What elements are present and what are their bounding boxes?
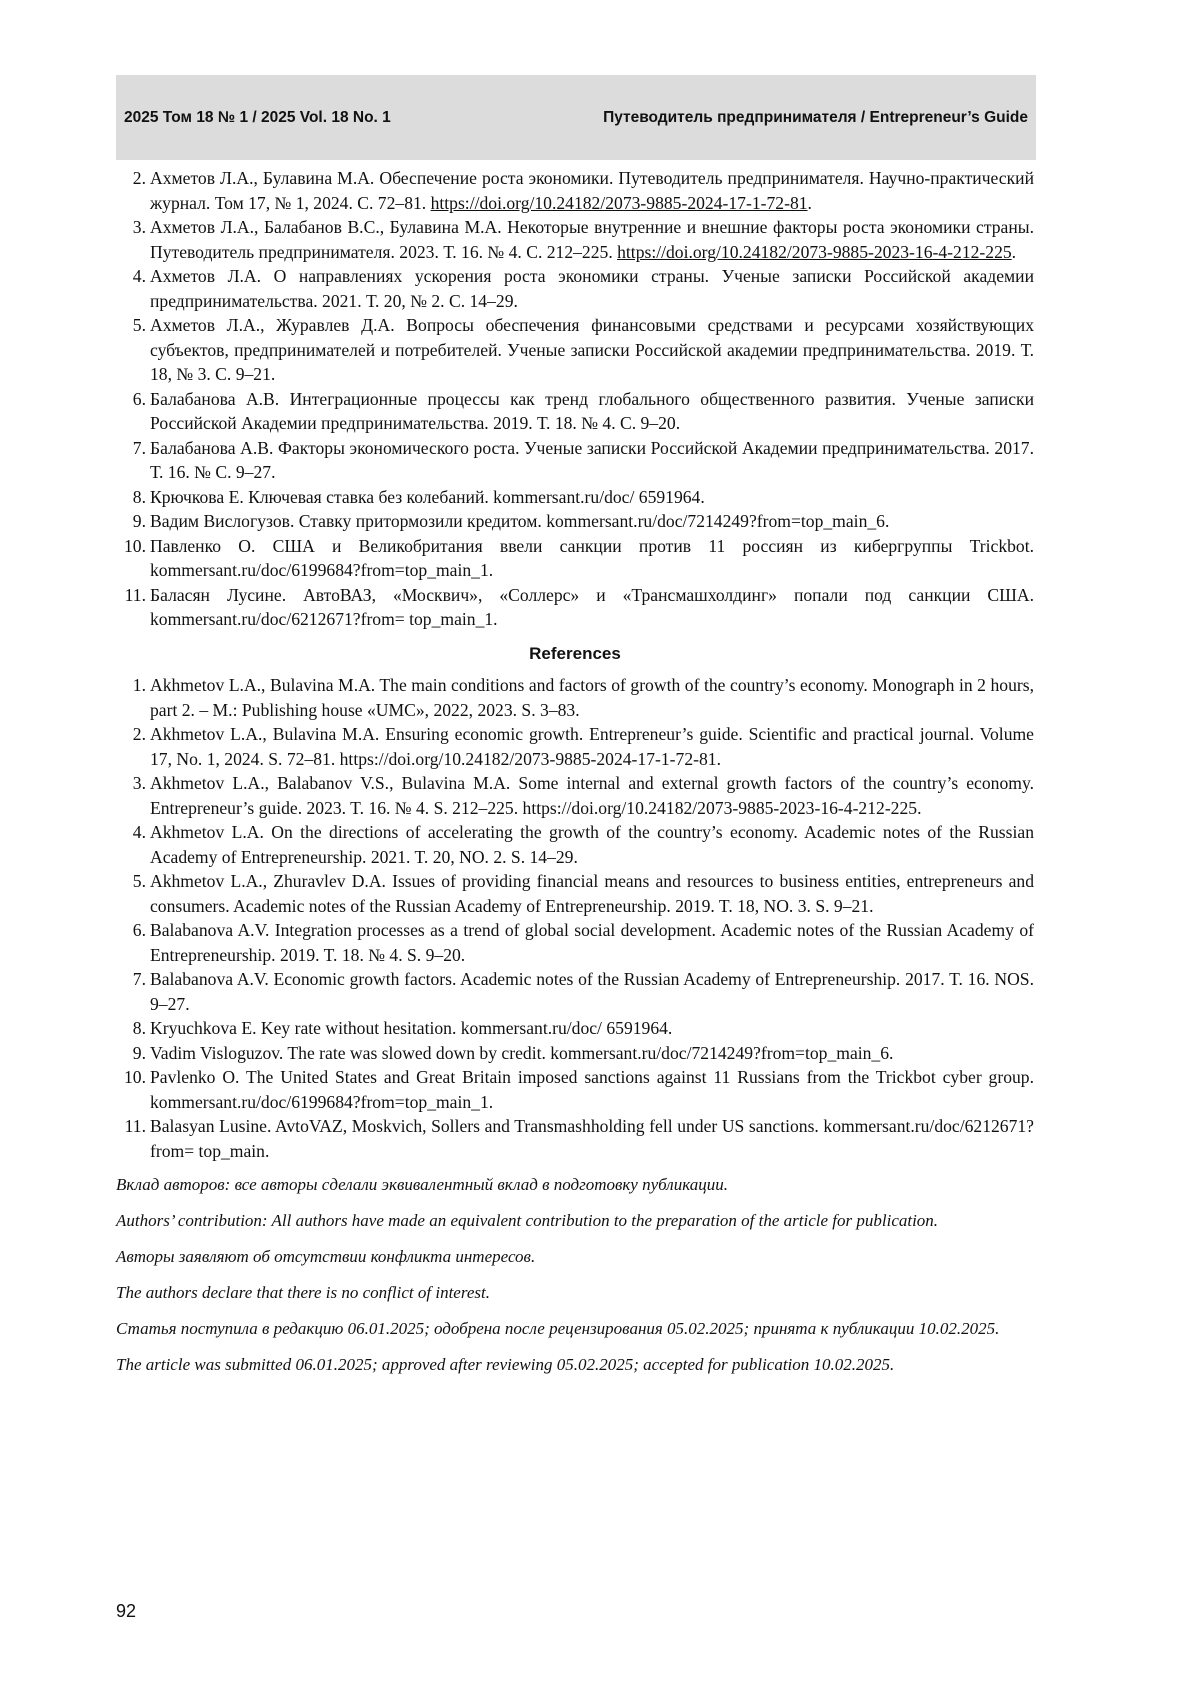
references-heading: References xyxy=(116,642,1034,667)
reference-item xyxy=(116,166,1034,215)
reference-item xyxy=(116,673,1034,722)
reference-item xyxy=(116,485,1034,510)
english-reference-list xyxy=(116,673,1034,1163)
reference-number: 1. xyxy=(116,673,146,698)
reference-text: Kryuchkova E. Key rate without hesitation. kommersant.ru/doc/ 6591964. xyxy=(150,1018,672,1038)
reference-text: Ахметов Л.А., Журавлев Д.А. Вопросы обеспечения финансовыми средствами и ресурсами хозяйствующих субъектов, предпринимателей и потребителей. Ученые записки Российской академии предпринимательства. 2019. Т. 18, № 3. С. 9–21. xyxy=(150,315,1034,384)
reference-item xyxy=(116,1065,1034,1114)
reference-text: Balabanova A.V. Integration processes as a trend of global social development. Academic notes of the Russian Academy of Entrepreneurship. 2019. T. 18. № 4. S. 9–20. xyxy=(150,920,1034,965)
reference-item xyxy=(116,771,1034,820)
article-notes xyxy=(116,1173,1034,1376)
reference-text: Балабанова А.В. Интеграционные процессы как тренд глобального общественного развития. Ученые записки Российской Академии предпринимательства. 2019. Т. 18. № 4. С. 9–20. xyxy=(150,389,1034,434)
reference-item xyxy=(116,436,1034,485)
reference-item xyxy=(116,1016,1034,1041)
contribution-ru: Вклад авторов: все авторы сделали эквивалентный вклад в подготовку публикации. xyxy=(116,1173,1034,1196)
reference-end: . xyxy=(1012,242,1016,262)
reference-text: Akhmetov L.A. On the directions of accelerating the growth of the country’s economy. Academic notes of the Russian Academy of Entrepreneurship. 2021. T. 20, NO. 2. S. 14–29. xyxy=(150,822,1034,867)
reference-text: Pavlenko O. The United States and Great Britain imposed sanctions against 11 Russians from the Trickbot cyber group. kommersant.ru/doc/6199684?from=top_main_1. xyxy=(150,1067,1034,1112)
reference-text: Вадим Вислогузов. Ставку притормозили кредитом. kommersant.ru/doc/7214249?from=top_main_6. xyxy=(150,511,889,531)
conflict-en: The authors declare that there is no conflict of interest. xyxy=(116,1281,1034,1304)
reference-item xyxy=(116,1114,1034,1163)
reference-text: Крючкова Е. Ключевая ставка без колебаний. kommersant.ru/doc/ 6591964. xyxy=(150,487,705,507)
running-header xyxy=(116,75,1036,160)
reference-item xyxy=(116,215,1034,264)
reference-number: 7. xyxy=(116,436,146,461)
reference-number: 7. xyxy=(116,967,146,992)
dates-en: The article was submitted 06.01.2025; approved after reviewing 05.02.2025; accepted for publication 10.02.2025. xyxy=(116,1353,1034,1376)
reference-text: Павленко О. США и Великобритания ввели санкции против 11 россиян из кибергруппы Trickbot. kommersant.ru/doc/6199684?from=top_main_1. xyxy=(150,536,1034,581)
reference-item xyxy=(116,869,1034,918)
reference-number: 9. xyxy=(116,509,146,534)
reference-number: 3. xyxy=(116,771,146,796)
reference-number: 6. xyxy=(116,387,146,412)
doi-link[interactable]: https://doi.org/10.24182/2073-9885-2023-16-4-212-225 xyxy=(617,242,1012,262)
reference-item xyxy=(116,313,1034,387)
russian-reference-list xyxy=(116,166,1034,632)
reference-number: 5. xyxy=(116,869,146,894)
reference-number: 2. xyxy=(116,722,146,747)
doi-link[interactable]: https://doi.org/10.24182/2073-9885-2024-17-1-72-81 xyxy=(431,193,808,213)
reference-text: Ахметов Л.А. О направлениях ускорения роста экономики страны. Ученые записки Российской академии предпринимательства. 2021. Т. 20, № 2. С. 14–29. xyxy=(150,266,1034,311)
reference-number: 8. xyxy=(116,485,146,510)
page-number: 92 xyxy=(116,1601,136,1622)
page-content xyxy=(116,166,1034,1389)
reference-item xyxy=(116,509,1034,534)
reference-number: 11. xyxy=(116,583,146,608)
reference-item xyxy=(116,583,1034,632)
reference-item xyxy=(116,264,1034,313)
reference-item xyxy=(116,967,1034,1016)
reference-text: Балабанова А.В. Факторы экономического роста. Ученые записки Российской Академии предпринимательства. 2017. Т. 16. № С. 9–27. xyxy=(150,438,1034,483)
reference-number: 8. xyxy=(116,1016,146,1041)
header-issue-info: 2025 Том 18 № 1 / 2025 Vol. 18 No. 1 xyxy=(124,109,391,127)
reference-text: Ахметов Л.А., Булавина М.А. Обеспечение роста экономики. Путеводитель предпринимателя. Научно-практический журнал. Том 17, № 1, 2024. С. 72–81. xyxy=(150,168,1034,213)
reference-text: Balabanova A.V. Economic growth factors. Academic notes of the Russian Academy of Entrepreneurship. 2017. T. 16. NOS. 9–27. xyxy=(150,969,1034,1014)
header-journal-title: Путеводитель предпринимателя / Entrepreneur’s Guide xyxy=(603,109,1028,127)
reference-number: 6. xyxy=(116,918,146,943)
reference-text: Баласян Лусине. АвтоВАЗ, «Москвич», «Соллерс» и «Трансмашхолдинг» попали под санкции США. kommersant.ru/doc/6212671?from= top_main_1. xyxy=(150,585,1034,630)
reference-text: Balasyan Lusine. AvtoVAZ, Moskvich, Sollers and Transmashholding fell under US sanctions. kommersant.ru/doc/6212671?from= top_main. xyxy=(150,1116,1034,1161)
reference-item xyxy=(116,820,1034,869)
reference-number: 3. xyxy=(116,215,146,240)
reference-item xyxy=(116,534,1034,583)
reference-number: 9. xyxy=(116,1041,146,1066)
reference-text: Akhmetov L.A., Balabanov V.S., Bulavina M.A. Some internal and external growth factors of the country’s economy. Entrepreneur’s guide. 2023. T. 16. № 4. S. 212–225. https://doi.org/10.24182/2073-9885-2023-16-4-212-225. xyxy=(150,773,1034,818)
dates-ru: Статья поступила в редакцию 06.01.2025; одобрена после рецензирования 05.02.2025; принята к публикации 10.02.2025. xyxy=(116,1317,1034,1340)
reference-item xyxy=(116,1041,1034,1066)
reference-number: 4. xyxy=(116,820,146,845)
conflict-ru: Авторы заявляют об отсутствии конфликта интересов. xyxy=(116,1245,1034,1268)
reference-text: Ахметов Л.А., Балабанов В.С., Булавина М.А. Некоторые внутренние и внешние факторы роста экономики страны. Путеводитель предпринимателя. 2023. Т. 16. № 4. С. 212–225. xyxy=(150,217,1034,262)
reference-text: Akhmetov L.A., Zhuravlev D.A. Issues of providing financial means and resources to business entities, entrepreneurs and consumers. Academic notes of the Russian Academy of Entrepreneurship. 2019. T. 18, NO. 3. S. 9–21. xyxy=(150,871,1034,916)
reference-number: 2. xyxy=(116,166,146,191)
reference-item xyxy=(116,387,1034,436)
contribution-en: Authors’ contribution: All authors have made an equivalent contribution to the preparation of the article for publication. xyxy=(116,1209,1034,1232)
reference-number: 11. xyxy=(116,1114,146,1139)
reference-number: 5. xyxy=(116,313,146,338)
reference-item xyxy=(116,722,1034,771)
reference-text: Akhmetov L.A., Bulavina M.A. Ensuring economic growth. Entrepreneur’s guide. Scientific and practical journal. Volume 17, No. 1, 2024. S. 72–81. https://doi.org/10.24182/2073-9885-2024-17-1-72-81. xyxy=(150,724,1034,769)
reference-end: . xyxy=(808,193,812,213)
reference-number: 4. xyxy=(116,264,146,289)
reference-text: Vadim Visloguzov. The rate was slowed down by credit. kommersant.ru/doc/7214249?from=top_main_6. xyxy=(150,1043,893,1063)
reference-text: Akhmetov L.A., Bulavina M.A. The main conditions and factors of growth of the country’s economy. Monograph in 2 hours, part 2. – M.: Publishing house «UMC», 2022, 2023. S. 3–83. xyxy=(150,675,1034,720)
reference-number: 10. xyxy=(116,1065,146,1090)
reference-item xyxy=(116,918,1034,967)
reference-number: 10. xyxy=(116,534,146,559)
